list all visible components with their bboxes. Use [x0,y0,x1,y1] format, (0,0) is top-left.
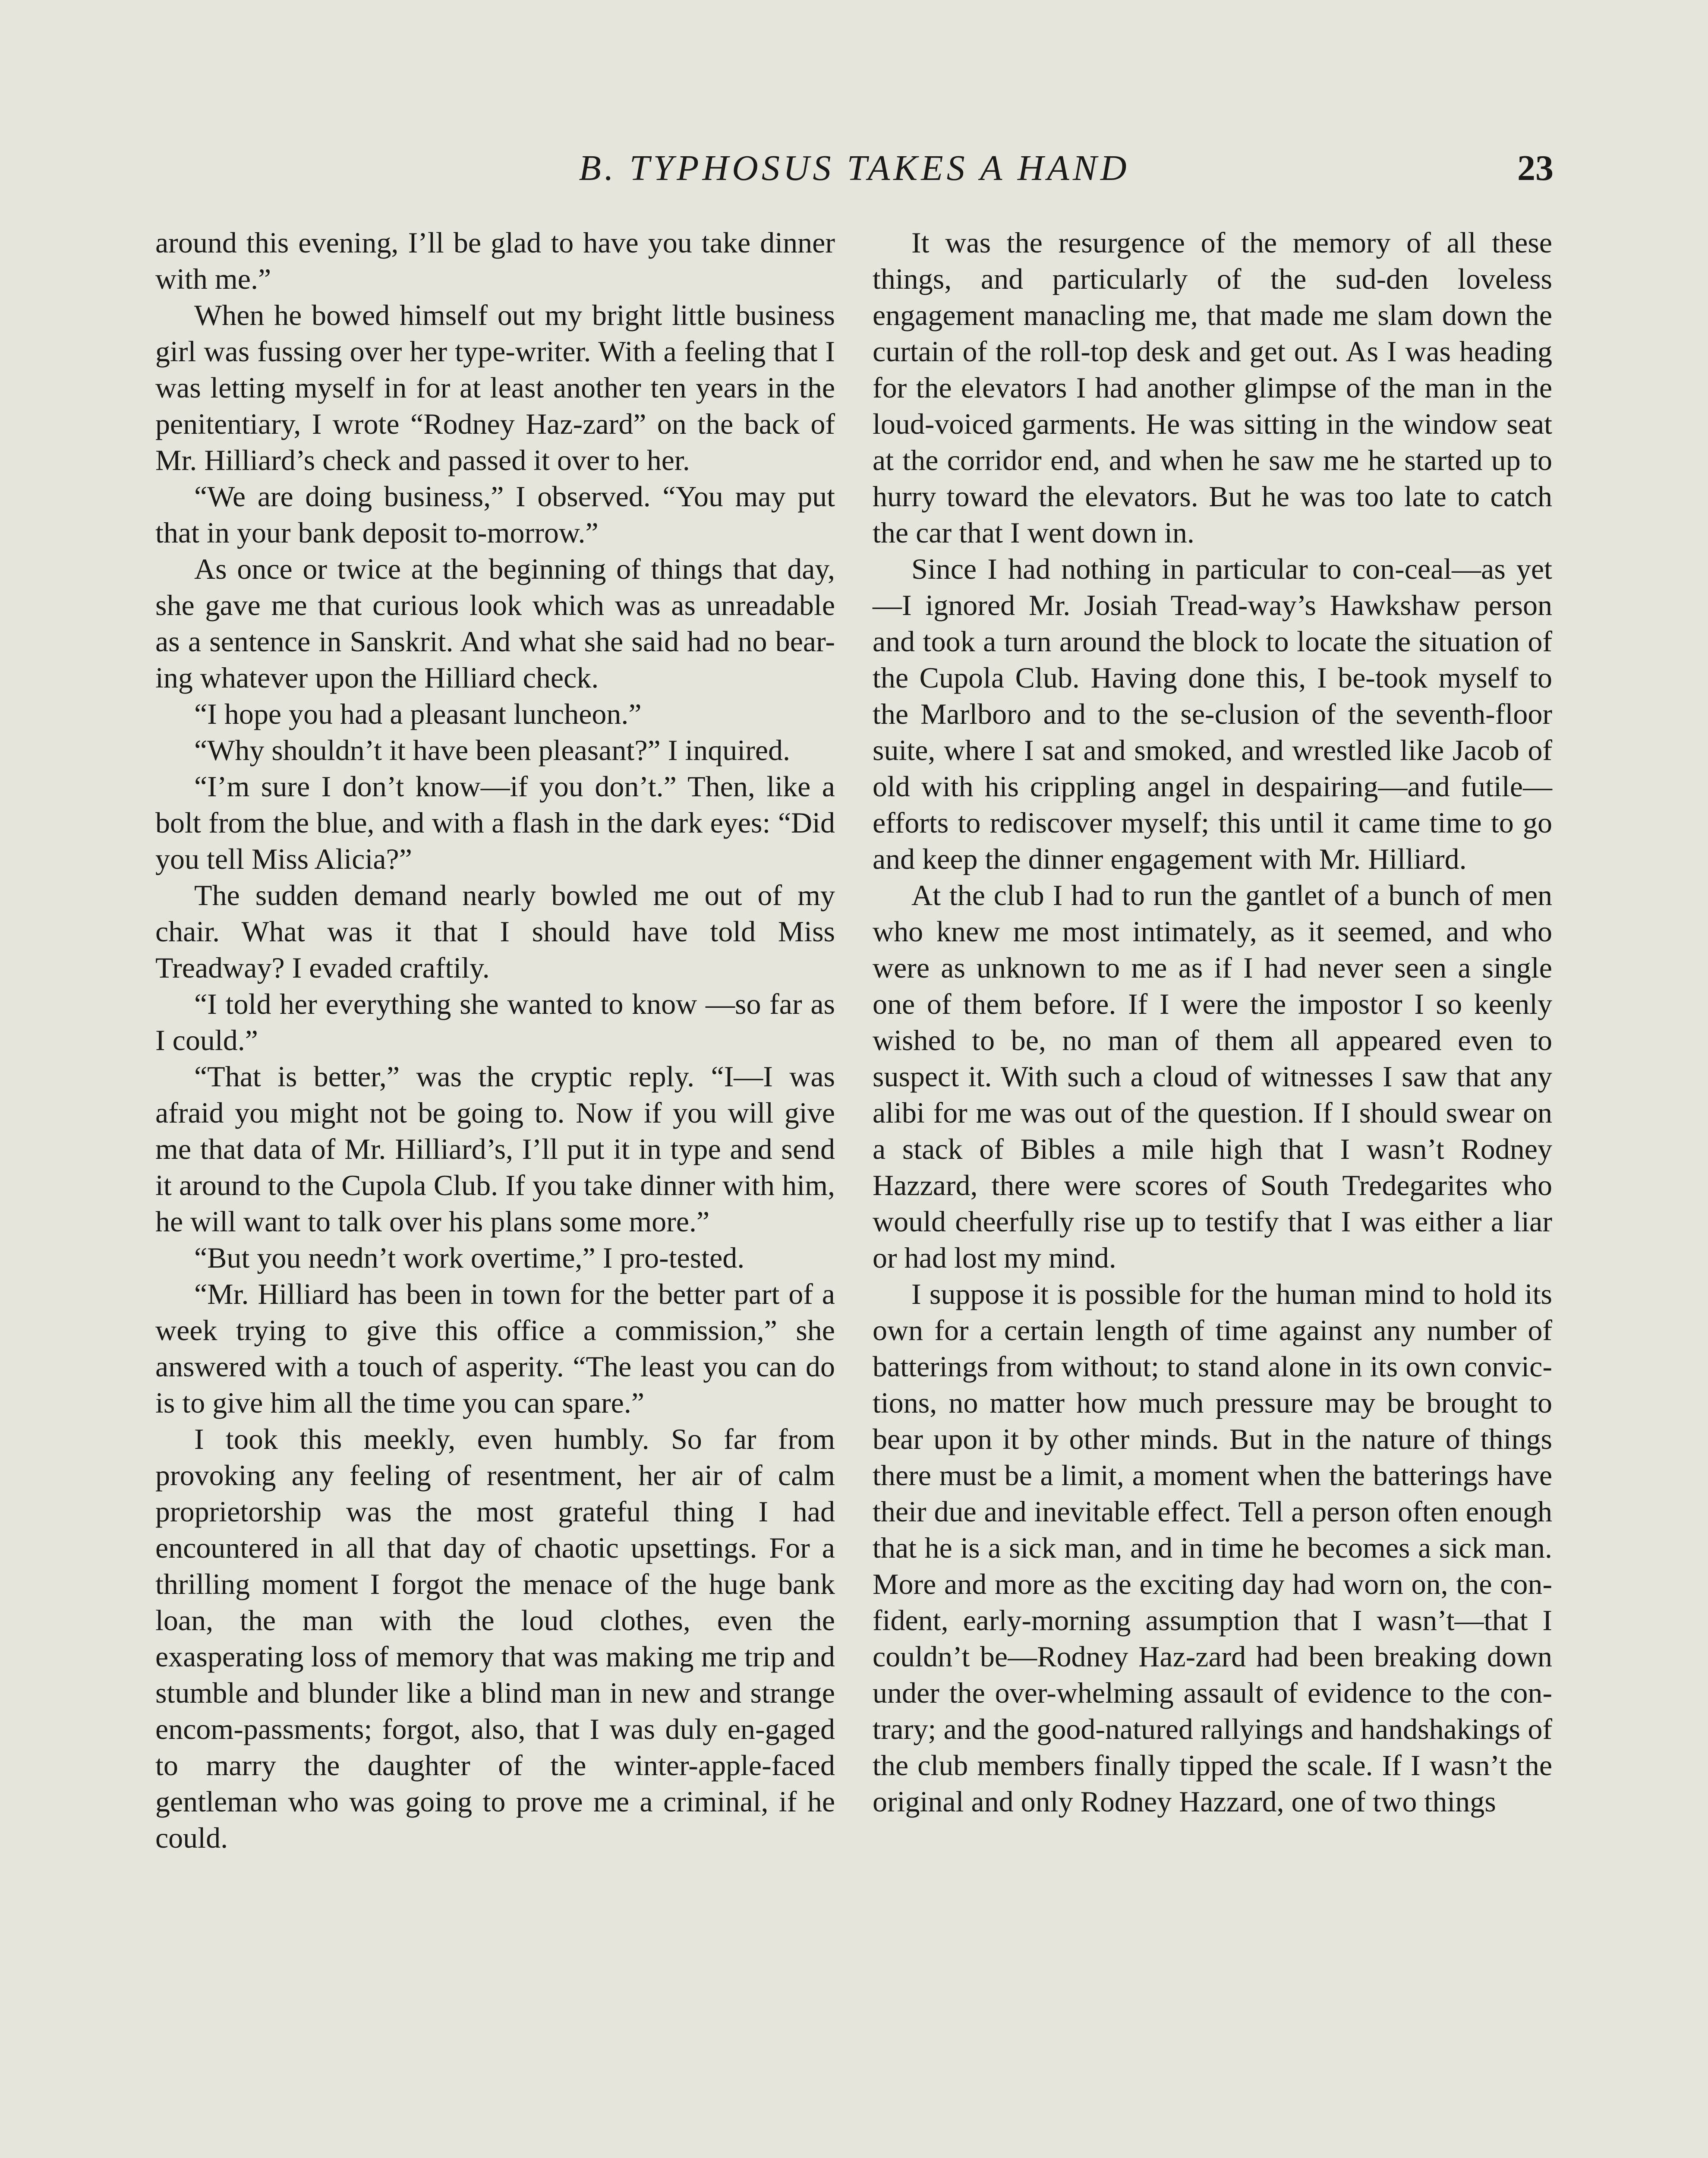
paragraph: around this evening, I’ll be glad to have you take dinner with me.” [155,226,835,295]
paragraph: As once or twice at the beginning of things that day, she gave me that curious look which was as unreadable as a sentence in Sanskrit. And what she said had no bear-ing whatever upon the Hilliard check. [155,552,835,694]
paragraph: “I hope you had a pleasant luncheon.” [194,697,642,730]
running-title: B. TYPHOSUS TAKES A HAND [579,148,1130,188]
paragraph: “That is better,” was the cryptic reply. “I—I was afraid you might not be going to. Now if you will give me that data of Mr. Hilliard’s, I’ll put it in type and send it around to the Cupola Club. If you take dinner with him, he will want to talk over his plans some more.” [155,1060,835,1238]
paragraph: The sudden demand nearly bowled me out of my chair. What was it that I should have told Miss Treadway? I evaded craftily. [155,879,835,984]
paragraph: “But you needn’t work overtime,” I pro-tested. [194,1241,745,1274]
paragraph: At the club I had to run the gantlet of a bunch of men who knew me most intimately, as it seemed, and who were as unknown to me as if I had never seen a single one of them before. If I were the impostor I so keenly wished to be, no man of them all appeared even to suspect it. With such a cloud of witnesses I saw that any alibi for me was out of the question. If I should swear on a stack of Bibles a mile high that I wasn’t Rodney Hazzard, there were scores of South Tredegarites who would cheerfully rise up to testify that I was either a liar or had lost my mind. [873,879,1552,1274]
paragraph: I suppose it is possible for the human mind to hold its own for a certain length of time against any number of batterings from without; to stand alone in its own convic-tions, no matter how much pressure may be brought to bear upon it by other minds. But in the nature of things there must be a limit, a moment when the batterings have their due and inevitable effect. Tell a person often enough that he is a sick man, and in time he becomes a sick man. More and more as the exciting day had worn on, the con-fident, early-morning assumption that I wasn’t—that I couldn’t be—Rodney Haz-zard had been breaking down under the over-whelming assault of evidence to the con-trary; and the good-natured rallyings and handshakings of the club members finally tipped the scale. If I wasn’t the original and only Rodney Hazzard, one of two things [873,1278,1552,1818]
paragraph: “I’m sure I don’t know—if you don’t.” Then, like a bolt from the blue, and with a flash in the dark eyes: “Did you tell Miss Alicia?” [155,770,835,875]
paragraph: “Mr. Hilliard has been in town for the better part of a week trying to give this office a commission,” she answered with a touch of asperity. “The least you can do is to give him all the time you can spare.” [155,1278,835,1419]
left-column [155,224,835,1856]
page-header [155,142,1554,194]
paragraph: “I told her everything she wanted to know —so far as I could.” [155,988,835,1057]
paragraph: “Why shouldn’t it have been pleasant?” I inquired. [194,734,790,767]
right-column [873,224,1552,1820]
paragraph: “We are doing business,” I observed. “You may put that in your bank deposit to-morrow.” [155,480,835,549]
paragraph: It was the resurgence of the memory of all these things, and particularly of the sud-den loveless engagement manacling me, that made me slam down the curtain of the roll-top desk and get out. As I was heading for the elevators I had another glimpse of the man in the loud-voiced garments. He was sitting in the window seat at the corridor end, and when he saw me he started up to hurry toward the elevators. But he was too late to catch the car that I went down in. [873,226,1552,549]
paragraph: I took this meekly, even humbly. So far from provoking any feeling of resentment, her air of calm proprietorship was the most grateful thing I had encountered in all that day of chaotic upsettings. For a thrilling moment I forgot the menace of the huge bank loan, the man with the loud clothes, even the exasperating loss of memory that was making me trip and stumble and blunder like a blind man in new and strange encom-passments; forgot, also, that I was duly en-gaged to marry the daughter of the winter-apple-faced gentleman who was going to prove me a criminal, if he could. [155,1423,835,1854]
page-number: 23 [1517,148,1554,188]
paragraph: When he bowed himself out my bright little business girl was fussing over her type-writer. With a feeling that I was letting myself in for at least another ten years in the penitentiary, I wrote “Rodney Haz-zard” on the back of Mr. Hilliard’s check and passed it over to her. [155,299,835,476]
paragraph: Since I had nothing in particular to con-ceal—as yet—I ignored Mr. Josiah Tread-way’s Hawkshaw person and took a turn around the block to locate the situation of the Cupola Club. Having done this, I be-took myself to the Marlboro and to the se-clusion of the seventh-floor suite, where I sat and smoked, and wrestled like Jacob of old with his crippling angel in despairing—and futile—efforts to rediscover myself; this until it came time to go and keep the dinner engagement with Mr. Hilliard. [873,552,1552,875]
